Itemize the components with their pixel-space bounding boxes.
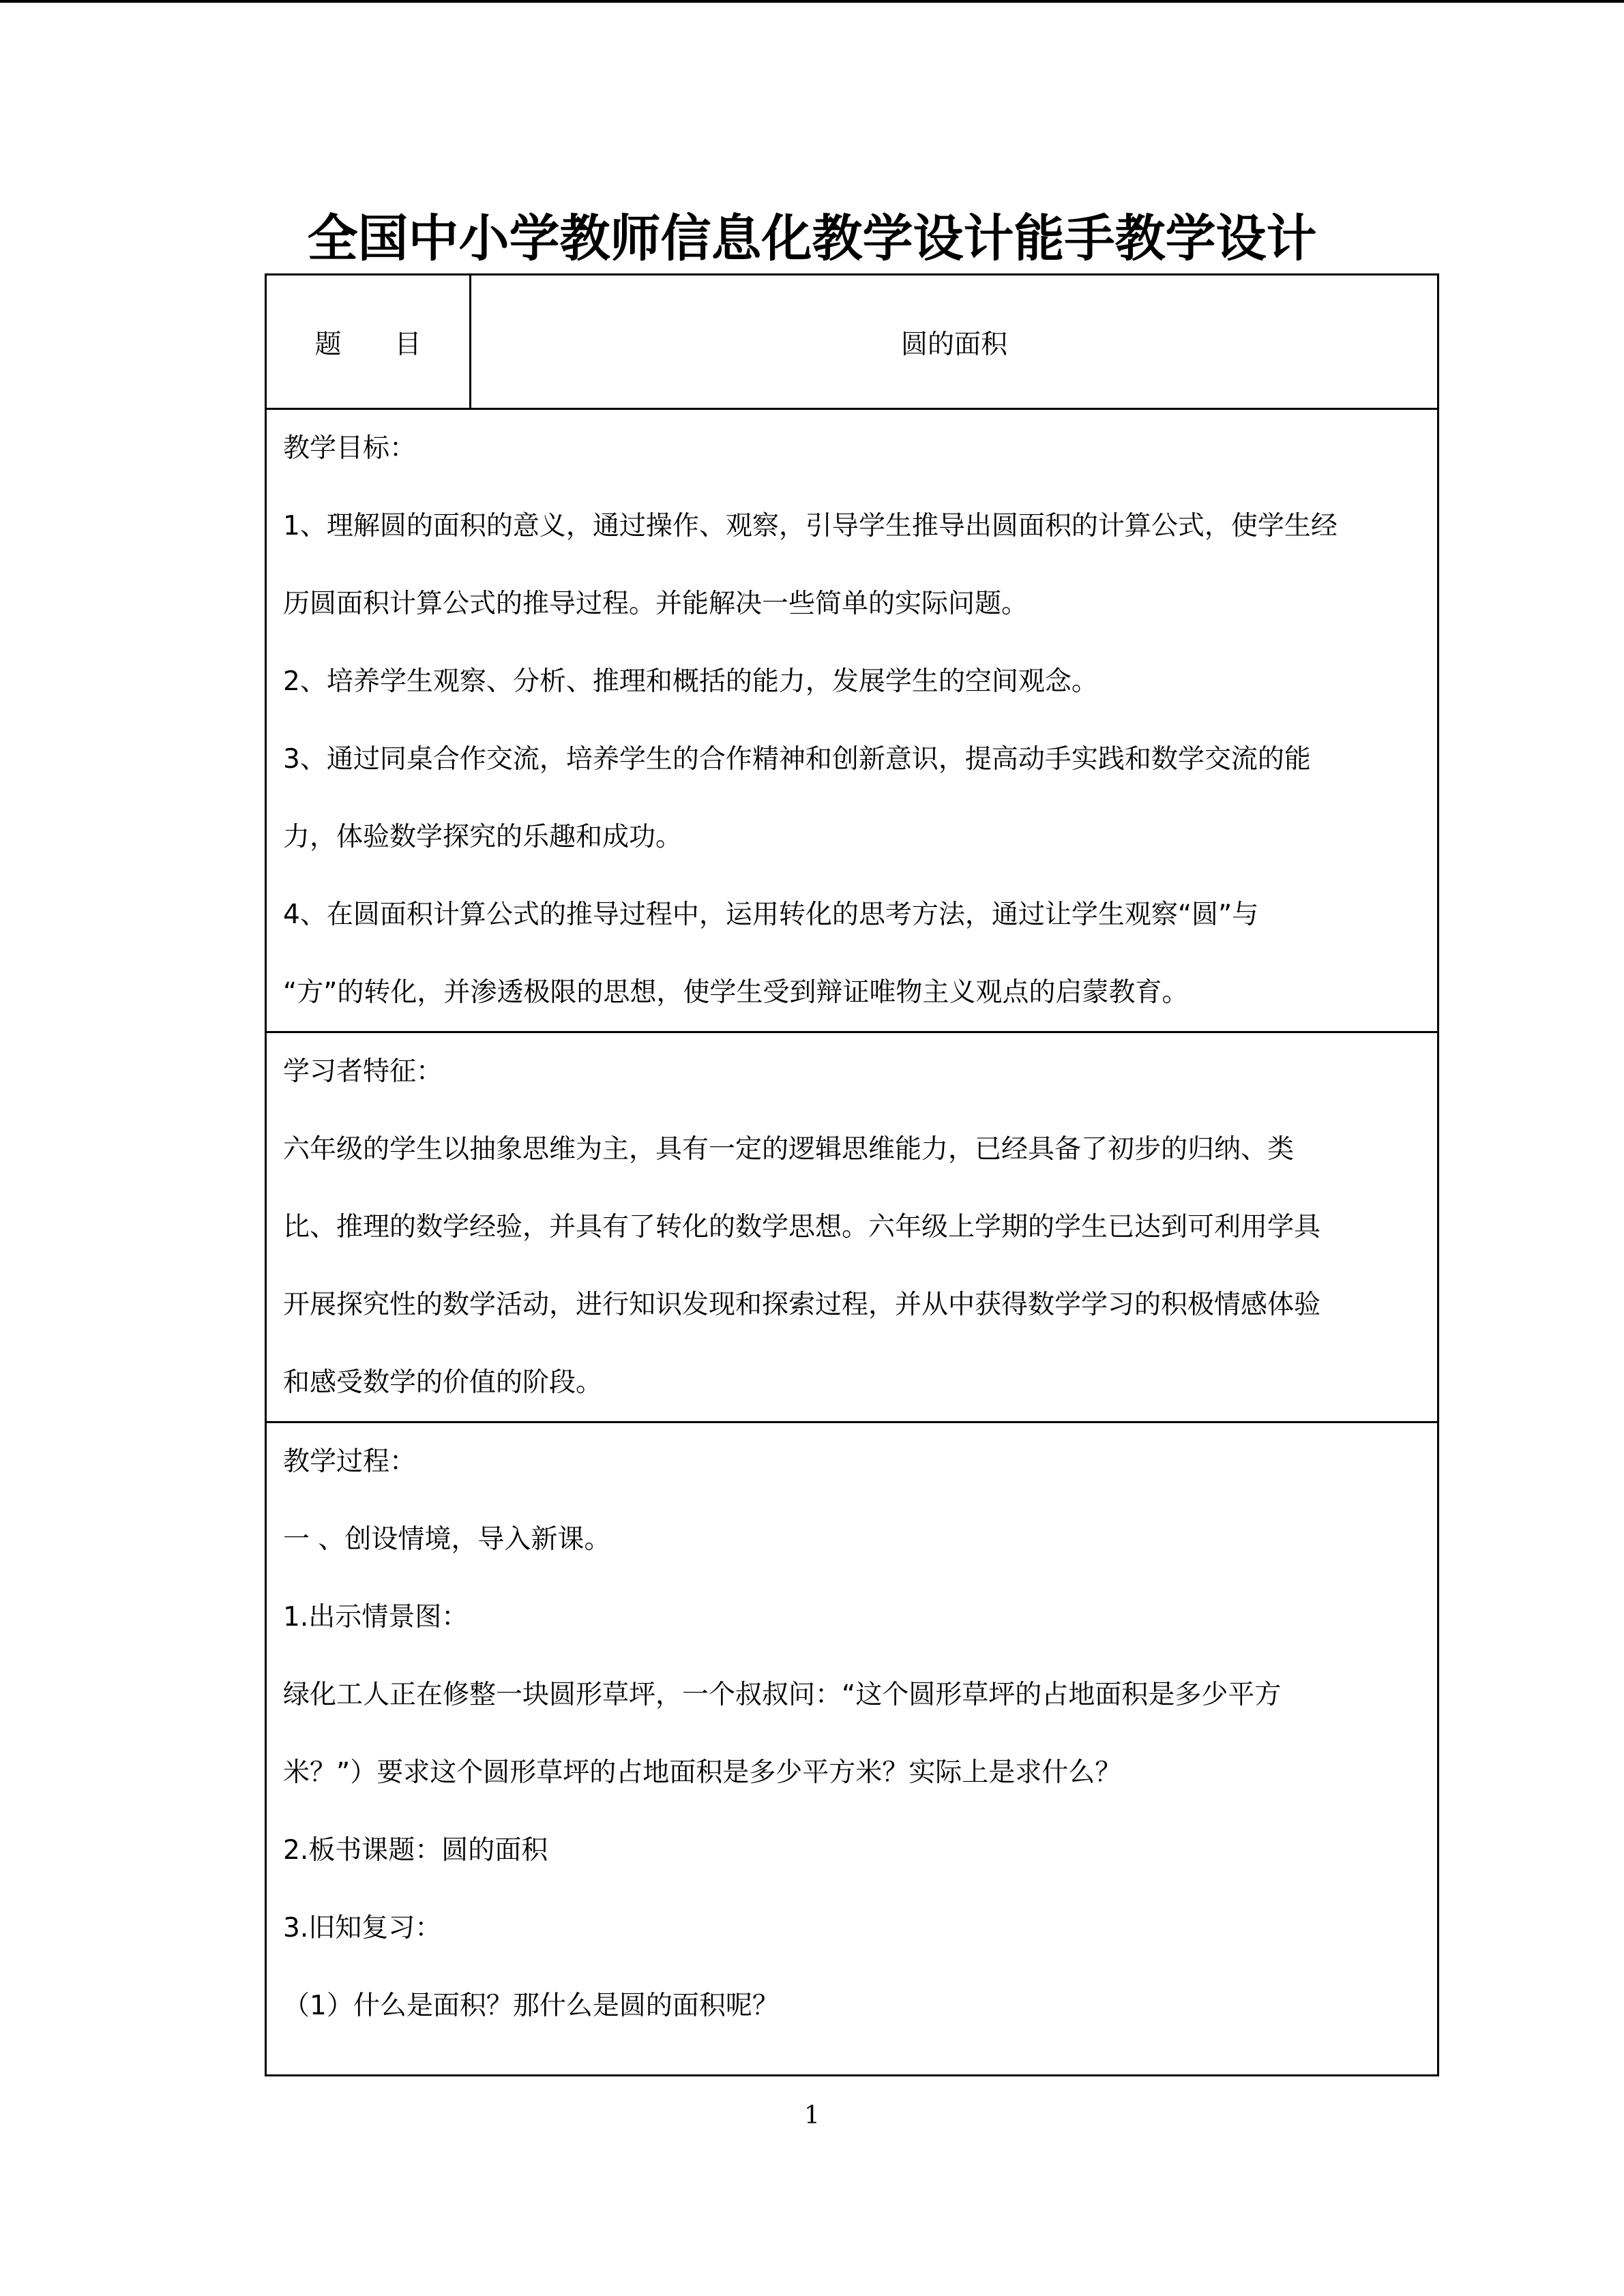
objectives-heading: 教学目标： bbox=[283, 433, 417, 464]
learners-line: 比、推理的数学经验，并具有了转化的数学思想。六年级上学期的学生已达到可利用学具 bbox=[283, 1212, 1321, 1242]
learners-line: 六年级的学生以抽象思维为主，具有一定的逻辑思维能力，已经具备了初步的归纳、类 bbox=[283, 1134, 1295, 1165]
objectives-line: 2、培养学生观察、分析、推理和概括的能力，发展学生的空间观念。 bbox=[283, 666, 1098, 697]
learners-line: 开展探究性的数学活动，进行知识发现和探索过程，并从中获得数学学习的积极情感体验 bbox=[283, 1289, 1321, 1320]
learners-heading: 学习者特征： bbox=[283, 1056, 443, 1087]
process-line: （1）什么是面积？那什么是圆的面积呢？ bbox=[283, 1991, 779, 2021]
objectives-section bbox=[267, 408, 1437, 1031]
page-number: 1 bbox=[804, 2102, 820, 2130]
objectives-line: 1、理解圆的面积的意义，通过操作、观察，引导学生推导出圆面积的计算公式，使学生经 bbox=[283, 511, 1338, 541]
topic-value: 圆的面积 bbox=[900, 329, 1007, 360]
lesson-plan-table bbox=[265, 273, 1439, 2076]
process-heading: 教学过程： bbox=[283, 1446, 417, 1477]
process-line: 米？”）要求这个圆形草坪的占地面积是多少平方米？实际上是求什么？ bbox=[283, 1757, 1122, 1788]
objectives-line: 历圆面积计算公式的推导过程。并能解决一些简单的实际问题。 bbox=[283, 588, 1029, 619]
process-line: 一 、创设情境，导入新课。 bbox=[283, 1524, 611, 1555]
learner-characteristics-section bbox=[267, 1031, 1437, 1421]
teaching-process-section bbox=[267, 1421, 1437, 2076]
objectives-line: 3、通过同桌合作交流，培养学生的合作精神和创新意识，提高动手实践和数学交流的能 bbox=[283, 744, 1311, 775]
objectives-line: “方”的转化，并渗透极限的思想，使学生受到辩证唯物主义观点的启蒙教育。 bbox=[283, 977, 1189, 1008]
top-border-line bbox=[0, 0, 1624, 3]
objectives-line: 4、在圆面积计算公式的推导过程中，运用转化的思考方法，通过让学生观察“圆”与 bbox=[283, 899, 1259, 930]
topic-label: 题 目 bbox=[267, 275, 471, 409]
process-line: 1.出示情景图： bbox=[283, 1602, 469, 1632]
process-line: 绿化工人正在修整一块圆形草坪，一个叔叔问：“这个圆形草坪的占地面积是多少平方 bbox=[283, 1680, 1282, 1710]
topic-row bbox=[267, 275, 1437, 409]
process-line: 3.旧知复习： bbox=[283, 1913, 442, 1943]
document-title: 全国中小学教师信息化教学设计能手教学设计 bbox=[307, 209, 1317, 268]
objectives-line: 力，体验数学探究的乐趣和成功。 bbox=[283, 822, 683, 852]
process-line: 2.板书课题：圆的面积 bbox=[283, 1835, 548, 1866]
learners-line: 和感受数学的价值的阶段。 bbox=[283, 1367, 603, 1398]
